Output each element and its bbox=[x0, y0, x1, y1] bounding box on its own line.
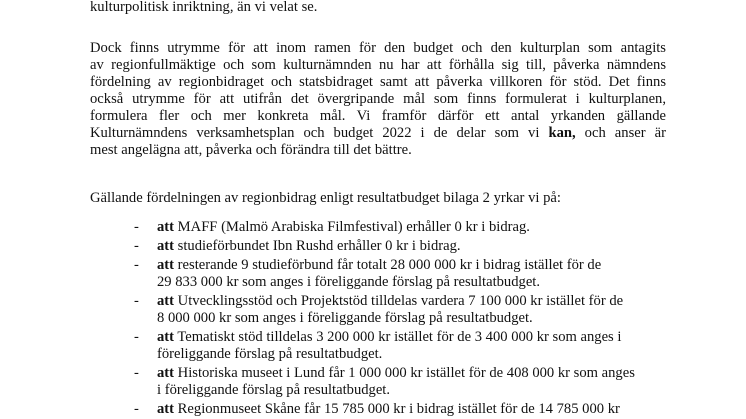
list-keyword: att bbox=[157, 329, 175, 345]
paragraph-line: fördelning av regionbidraget och statsbidraget samt att påverka villkoren för stöd. Det finns bbox=[90, 74, 666, 90]
list-item-text: Tematiskt stöd tilldelas 3 200 000 kr istället för de 3 400 000 kr som anges i bbox=[174, 329, 622, 345]
list-item-text: Regionmuseet Skåne får 15 785 000 kr i bidrag istället för de 14 785 000 kr bbox=[174, 401, 620, 417]
paragraph-line: mest angelägna att, påverka och förändra till det bättre. bbox=[90, 142, 412, 158]
list-item-text: 29 833 000 kr som anges i föreliggande förslag på resultatbudget. bbox=[157, 274, 540, 290]
list-dash: - bbox=[134, 401, 139, 417]
list-keyword: att bbox=[157, 401, 175, 417]
list-item bbox=[0, 401, 746, 418]
list-item-text: föreliggande förslag på resultatbudget. bbox=[157, 346, 383, 362]
paragraph-line: Dock finns utrymme för att inom ramen för den budget och den kulturplan som antagits bbox=[90, 40, 666, 56]
list-dash: - bbox=[134, 365, 139, 381]
list-keyword: att bbox=[157, 257, 175, 273]
list-item-text: studieförbundet Ibn Rushd erhåller 0 kr i bidrag. bbox=[174, 238, 461, 254]
list-keyword: att bbox=[157, 238, 175, 254]
list-item bbox=[0, 365, 746, 399]
list-dash: - bbox=[134, 257, 139, 273]
paragraph-line: formulera fler och mer konkreta mål. Vi framför därför ett antal yrkanden gällande bbox=[90, 108, 666, 124]
list-dash: - bbox=[134, 238, 139, 254]
list-keyword: att bbox=[157, 365, 175, 381]
list-item-text: 8 000 000 kr som anges i föreliggande förslag på resultatbudget. bbox=[157, 310, 533, 326]
paragraph-line-end: och anser är bbox=[575, 125, 666, 141]
list-item-text: i föreliggande förslag på resultatbudget. bbox=[157, 382, 391, 398]
list-item-text: resterande 9 studieförbund får totalt 28 000 000 kr i bidrag istället för de bbox=[174, 257, 602, 273]
paragraph-line-with-emphasis bbox=[90, 125, 666, 142]
list-item-text: MAFF (Malmö Arabiska Filmfestival) erhåller 0 kr i bidrag. bbox=[174, 219, 530, 235]
list-item-text: Utvecklingsstöd och Projektstöd tilldelas vardera 7 100 000 kr istället för de bbox=[174, 293, 624, 309]
list-item bbox=[0, 238, 746, 255]
list-keyword: att bbox=[157, 293, 175, 309]
list-dash: - bbox=[134, 219, 139, 235]
paragraph-continuation bbox=[90, 0, 666, 16]
paragraph-line: också utrymme för att utifrån det övergripande mål som finns formulerat i kulturplanen, bbox=[90, 91, 666, 107]
list-item-text: Historiska museet i Lund får 1 000 000 kr istället för de 408 000 kr som anges bbox=[174, 365, 635, 381]
list-dash: - bbox=[134, 293, 139, 309]
emphasis-word: kan, bbox=[548, 125, 576, 141]
paragraph-line: Gällande fördelningen av regionbidrag enligt resultatbudget bilaga 2 yrkar vi på: bbox=[90, 190, 561, 206]
list-item bbox=[0, 219, 746, 236]
paragraph-line: av regionfullmäktige och som kulturnämnden nu har att förhålla sig till, påverka nämndens bbox=[90, 57, 666, 73]
paragraph-line-start: Kulturnämndens verksamhetsplan och budget 2022 i de delar som vi bbox=[90, 125, 540, 141]
motion-list bbox=[0, 219, 746, 419]
list-item bbox=[0, 293, 746, 327]
list-dash: - bbox=[134, 329, 139, 345]
paragraph-budget-scope bbox=[90, 40, 666, 159]
list-item bbox=[0, 329, 746, 363]
paragraph-list-intro bbox=[90, 190, 666, 207]
list-keyword: att bbox=[157, 219, 175, 235]
list-item bbox=[0, 257, 746, 291]
paragraph-line: kulturpolitisk inriktning, än vi velat se. bbox=[90, 0, 318, 15]
